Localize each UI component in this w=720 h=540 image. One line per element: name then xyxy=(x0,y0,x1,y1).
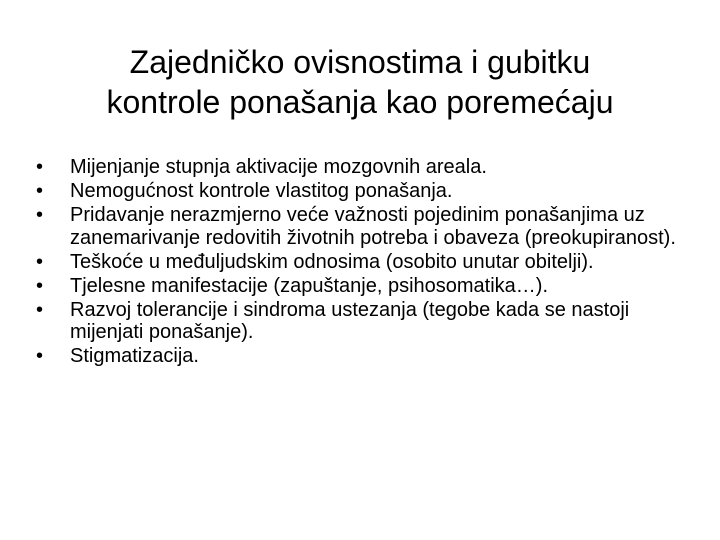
bullet-text: Nemogućnost kontrole vlastitog ponašanja. xyxy=(70,180,453,202)
bullet-marker: • xyxy=(36,298,44,321)
bullet-marker: • xyxy=(36,156,44,178)
slide-title-line-1: Zajedničko ovisnostima i gubitku xyxy=(129,44,591,80)
bullet-text: Razvoj tolerancije i sindroma ustezanja (tegobe kada se nastoji mijenjati ponašanje). xyxy=(70,298,630,343)
bullet-item xyxy=(36,156,676,179)
bullet-text: Stigmatizacija. xyxy=(70,345,199,367)
bullet-item xyxy=(36,180,676,203)
bullet-item xyxy=(36,299,676,344)
bullet-item xyxy=(36,251,676,274)
bullet-text: Pridavanje nerazmjerno veće važnosti pojedinim ponašanjima uz zanemarivanje redovitih životnih potreba i obaveza (preokupiranost). xyxy=(70,204,676,249)
bullet-text: Tjelesne manifestacije (zapuštanje, psihosomatika…). xyxy=(70,274,548,297)
bullet-item xyxy=(36,345,676,368)
bullet-item xyxy=(36,204,676,249)
bullet-marker: • xyxy=(36,345,44,367)
bullet-marker: • xyxy=(36,250,44,273)
bullet-list xyxy=(36,156,676,369)
bullet-marker: • xyxy=(36,274,44,297)
bullet-item xyxy=(36,275,676,298)
slide-title xyxy=(40,42,680,122)
bullet-marker: • xyxy=(36,180,44,202)
bullet-text: Teškoće u međuljudskim odnosima (osobito unutar obitelji). xyxy=(70,250,594,273)
slide-title-line-2: kontrole ponašanja kao poremećaju xyxy=(106,84,614,120)
bullet-marker: • xyxy=(36,204,44,226)
bullet-text: Mijenjanje stupnja aktivacije mozgovnih areala. xyxy=(70,156,487,178)
